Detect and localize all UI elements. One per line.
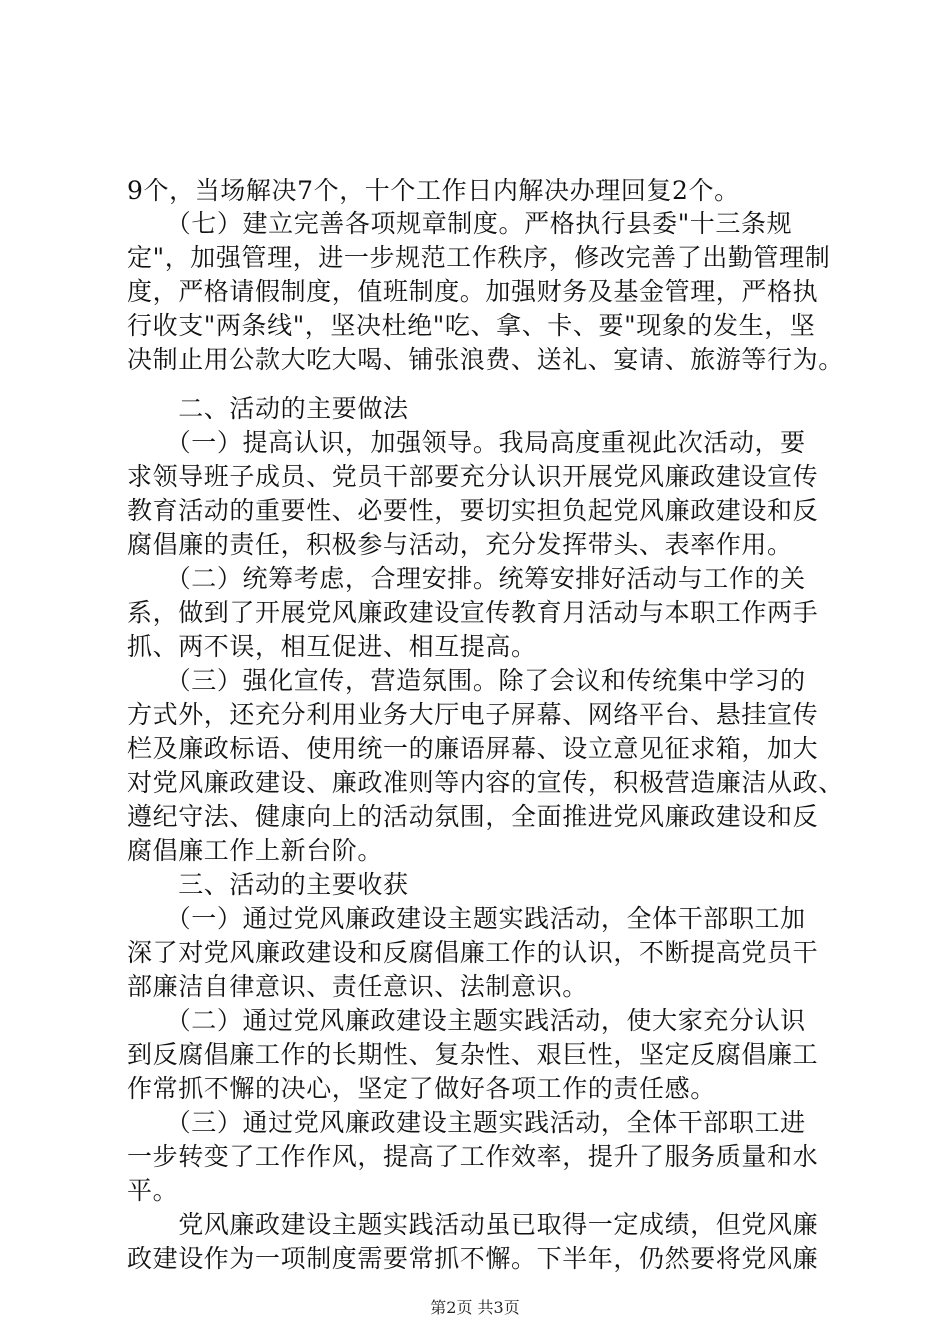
page-number-footer: 第2页 共3页 [430,1298,520,1317]
text-line: （一）提高认识，加强领导。我局高度重视此次活动，要 [127,428,806,457]
section-heading: 二、活动的主要做法 [127,394,409,423]
section-heading: 三、活动的主要收获 [127,870,409,899]
text-line: 遵纪守法、健康向上的活动氛围，全面推进党风廉政建设和反 [127,802,819,831]
text-line: 行收支"两条线"，坚决杜绝"吃、拿、卡、要"现象的发生，坚 [127,311,816,340]
text-line: 教育活动的重要性、必要性，要切实担负起党风廉政建设和反 [127,496,819,525]
text-line: 党风廉政建设主题实践活动虽已取得一定成绩，但党风廉 [127,1210,819,1239]
text-line: （二）统筹考虑，合理安排。统筹安排好活动与工作的关 [127,564,806,593]
text-line: 抓、两不误，相互促进、相互提高。 [127,632,537,661]
text-line: 到反腐倡廉工作的长期性、复杂性、艰巨性，坚定反腐倡廉工 [127,1040,819,1069]
text-line: 9个，当场解决7个，十个工作日内解决办理回复2个。 [127,176,740,205]
text-line: 决制止用公款大吃大喝、铺张浪费、送礼、宴请、旅游等行为。 [127,345,844,374]
text-line: （一）通过党风廉政建设主题实践活动，全体干部职工加 [127,904,806,933]
text-line: 系，做到了开展党风廉政建设宣传教育月活动与本职工作两手 [127,598,819,627]
text-line: 腐倡廉工作上新台阶。 [127,836,384,865]
text-line: （三）强化宣传，营造氛围。除了会议和传统集中学习的 [127,666,806,695]
text-line: 度，严格请假制度，值班制度。加强财务及基金管理，严格执 [127,277,819,306]
text-line: （三）通过党风廉政建设主题实践活动，全体干部职工进 [127,1108,806,1137]
text-line: （七）建立完善各项规章制度。严格执行县委"十三条规 [127,209,793,238]
text-line: 作常抓不懈的决心，坚定了做好各项工作的责任感。 [127,1074,716,1103]
text-line: 栏及廉政标语、使用统一的廉语屏幕、设立意见征求箱，加大 [127,734,819,763]
text-line: 定"，加强管理，进一步规范工作秩序，修改完善了出勤管理制 [127,243,831,272]
text-line: 政建设作为一项制度需要常抓不懈。下半年，仍然要将党风廉 [127,1244,819,1273]
text-line: 对党风廉政建设、廉政准则等内容的宣传，积极营造廉洁从政、 [127,768,844,797]
text-line: （二）通过党风廉政建设主题实践活动，使大家充分认识 [127,1006,806,1035]
text-line: 方式外，还充分利用业务大厅电子屏幕、网络平台、悬挂宣传 [127,700,819,729]
text-line: 平。 [127,1176,179,1205]
text-line: 腐倡廉的责任，积极参与活动，充分发挥带头、表率作用。 [127,530,793,559]
text-line: 一步转变了工作作风，提高了工作效率，提升了服务质量和水 [127,1142,819,1171]
text-line: 求领导班子成员、党员干部要充分认识开展党风廉政建设宣传 [127,462,819,491]
text-line: 深了对党风廉政建设和反腐倡廉工作的认识，不断提高党员干 [127,938,819,967]
text-line: 部廉洁自律意识、责任意识、法制意识。 [127,972,588,1001]
